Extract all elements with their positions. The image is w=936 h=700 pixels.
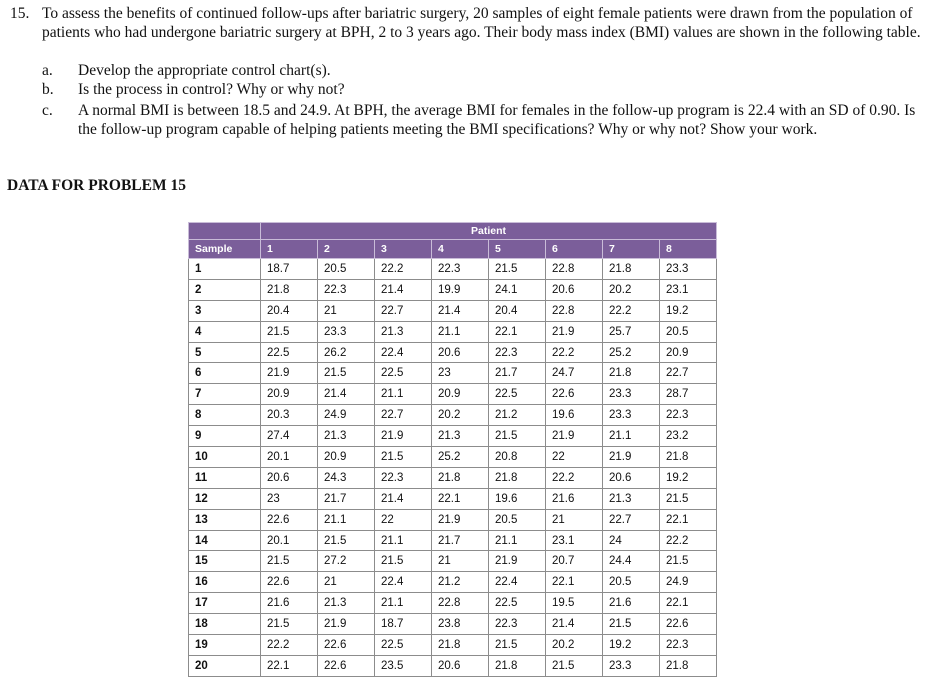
bmi-value-cell: 22.2 <box>261 635 318 656</box>
bmi-value-cell: 21.5 <box>261 614 318 635</box>
sample-number-cell: 19 <box>189 635 261 656</box>
bmi-value-cell: 21.6 <box>603 593 660 614</box>
bmi-value-cell: 21.8 <box>660 655 717 676</box>
bmi-value-cell: 21.4 <box>375 279 432 300</box>
bmi-value-cell: 22.6 <box>546 384 603 405</box>
bmi-value-cell: 21.4 <box>318 384 375 405</box>
bmi-value-cell: 21.5 <box>489 635 546 656</box>
bmi-value-cell: 22.2 <box>546 467 603 488</box>
table-row <box>189 384 717 405</box>
bmi-value-cell: 20.6 <box>603 467 660 488</box>
sample-number-cell: 11 <box>189 467 261 488</box>
bmi-value-cell: 21.2 <box>489 405 546 426</box>
bmi-value-cell: 21.8 <box>603 259 660 280</box>
part-text: Develop the appropriate control chart(s). <box>78 62 331 79</box>
bmi-value-cell: 22.5 <box>261 342 318 363</box>
bmi-value-cell: 22.5 <box>489 384 546 405</box>
bmi-value-cell: 22.6 <box>660 614 717 635</box>
patient-column-header: 1 <box>261 240 318 259</box>
part-letter: b. <box>42 81 54 98</box>
bmi-value-cell: 21.1 <box>603 426 660 447</box>
sample-number-cell: 10 <box>189 447 261 468</box>
bmi-value-cell: 21.5 <box>489 259 546 280</box>
bmi-value-cell: 21.8 <box>432 467 489 488</box>
bmi-value-cell: 22.2 <box>660 530 717 551</box>
bmi-value-cell: 22.7 <box>603 509 660 530</box>
bmi-value-cell: 22.8 <box>546 300 603 321</box>
table-row <box>189 405 717 426</box>
bmi-value-cell: 21.5 <box>660 488 717 509</box>
bmi-value-cell: 22.3 <box>660 405 717 426</box>
bmi-value-cell: 23.5 <box>375 655 432 676</box>
section-heading: DATA FOR PROBLEM 15 <box>7 177 186 194</box>
bmi-value-cell: 21.1 <box>375 593 432 614</box>
bmi-value-cell: 27.4 <box>261 426 318 447</box>
bmi-value-cell: 20.3 <box>261 405 318 426</box>
table-row <box>189 300 717 321</box>
bmi-value-cell: 23.8 <box>432 614 489 635</box>
bmi-value-cell: 19.6 <box>546 405 603 426</box>
bmi-value-cell: 20.7 <box>546 551 603 572</box>
table-row <box>189 342 717 363</box>
bmi-value-cell: 18.7 <box>375 614 432 635</box>
table-row <box>189 426 717 447</box>
bmi-value-cell: 23 <box>261 488 318 509</box>
patient-column-header: 7 <box>603 240 660 259</box>
bmi-value-cell: 23.3 <box>603 405 660 426</box>
bmi-value-cell: 22.5 <box>375 635 432 656</box>
bmi-value-cell: 22.7 <box>375 300 432 321</box>
bmi-value-cell: 22.4 <box>375 342 432 363</box>
bmi-value-cell: 21.8 <box>489 467 546 488</box>
bmi-value-cell: 19.5 <box>546 593 603 614</box>
bmi-value-cell: 20.6 <box>546 279 603 300</box>
bmi-value-cell: 21.5 <box>375 551 432 572</box>
bmi-value-cell: 21.3 <box>432 426 489 447</box>
bmi-value-cell: 22 <box>375 509 432 530</box>
sample-header: Sample <box>189 240 261 259</box>
bmi-value-cell: 21.6 <box>546 488 603 509</box>
part-text: Is the process in control? Why or why not? <box>78 81 345 98</box>
bmi-value-cell: 21.8 <box>660 447 717 468</box>
bmi-value-cell: 27.2 <box>318 551 375 572</box>
bmi-value-cell: 21.8 <box>261 279 318 300</box>
bmi-value-cell: 21.4 <box>375 488 432 509</box>
table-row <box>189 593 717 614</box>
table-row <box>189 321 717 342</box>
bmi-value-cell: 21.5 <box>603 614 660 635</box>
bmi-value-cell: 23 <box>432 363 489 384</box>
bmi-value-cell: 19.2 <box>660 300 717 321</box>
bmi-value-cell: 20.2 <box>603 279 660 300</box>
bmi-value-cell: 20.9 <box>318 447 375 468</box>
patient-group-header: Patient <box>261 223 717 240</box>
bmi-value-cell: 20.5 <box>660 321 717 342</box>
bmi-value-cell: 22.7 <box>375 405 432 426</box>
bmi-value-cell: 21.5 <box>660 551 717 572</box>
bmi-value-cell: 23.3 <box>603 384 660 405</box>
table-row <box>189 363 717 384</box>
sample-number-cell: 4 <box>189 321 261 342</box>
bmi-value-cell: 21.1 <box>375 384 432 405</box>
sample-number-cell: 13 <box>189 509 261 530</box>
bmi-value-cell: 25.7 <box>603 321 660 342</box>
bmi-value-cell: 22.3 <box>660 635 717 656</box>
bmi-value-cell: 21.9 <box>546 321 603 342</box>
bmi-value-cell: 20.1 <box>261 530 318 551</box>
bmi-value-cell: 20.8 <box>489 447 546 468</box>
bmi-value-cell: 21.8 <box>489 655 546 676</box>
part-letter: a. <box>42 62 53 79</box>
bmi-value-cell: 23.1 <box>546 530 603 551</box>
bmi-value-cell: 21.5 <box>261 551 318 572</box>
bmi-value-cell: 19.6 <box>489 488 546 509</box>
sample-number-cell: 16 <box>189 572 261 593</box>
bmi-value-cell: 21.2 <box>432 572 489 593</box>
bmi-value-cell: 21.8 <box>603 363 660 384</box>
sample-number-cell: 17 <box>189 593 261 614</box>
bmi-value-cell: 22.2 <box>375 259 432 280</box>
bmi-value-cell: 22.7 <box>660 363 717 384</box>
problem-statement <box>10 4 928 42</box>
patient-column-header: 5 <box>489 240 546 259</box>
bmi-value-cell: 22.6 <box>318 655 375 676</box>
bmi-value-cell: 24.1 <box>489 279 546 300</box>
sample-number-cell: 5 <box>189 342 261 363</box>
bmi-value-cell: 21.6 <box>261 593 318 614</box>
bmi-value-cell: 28.7 <box>660 384 717 405</box>
sample-number-cell: 3 <box>189 300 261 321</box>
patient-column-header: 2 <box>318 240 375 259</box>
bmi-value-cell: 21.9 <box>261 363 318 384</box>
patient-column-header: 4 <box>432 240 489 259</box>
bmi-value-cell: 21.8 <box>432 635 489 656</box>
bmi-value-cell: 23.3 <box>660 259 717 280</box>
bmi-value-cell: 20.4 <box>261 300 318 321</box>
bmi-value-cell: 21.3 <box>603 488 660 509</box>
bmi-value-cell: 21.7 <box>318 488 375 509</box>
bmi-value-cell: 24 <box>603 530 660 551</box>
bmi-value-cell: 22.1 <box>546 572 603 593</box>
bmi-value-cell: 19.9 <box>432 279 489 300</box>
table-row <box>189 551 717 572</box>
patient-column-header: 8 <box>660 240 717 259</box>
part-letter: c. <box>42 102 53 119</box>
part-text: A normal BMI is between 18.5 and 24.9. At BPH, the average BMI for females in the follow-up program is 22.4 with an SD of 0.90. Is the follow-up program capable of helping patients meeting the BMI specifications? Why or why not? Show your work. <box>78 102 916 138</box>
bmi-value-cell: 21.9 <box>432 509 489 530</box>
bmi-value-cell: 21.3 <box>318 426 375 447</box>
bmi-value-cell: 21.1 <box>318 509 375 530</box>
bmi-value-cell: 22.8 <box>546 259 603 280</box>
bmi-value-cell: 22.3 <box>375 467 432 488</box>
sample-number-cell: 6 <box>189 363 261 384</box>
table-row <box>189 447 717 468</box>
bmi-value-cell: 21.9 <box>546 426 603 447</box>
bmi-value-cell: 21 <box>432 551 489 572</box>
bmi-value-cell: 20.2 <box>546 635 603 656</box>
sample-number-cell: 2 <box>189 279 261 300</box>
header-blank <box>189 223 261 240</box>
table-row <box>189 259 717 280</box>
bmi-value-cell: 21 <box>318 300 375 321</box>
table-row <box>189 572 717 593</box>
bmi-value-cell: 22.6 <box>261 572 318 593</box>
bmi-value-cell: 21.5 <box>318 530 375 551</box>
bmi-value-cell: 22.4 <box>489 572 546 593</box>
bmi-value-cell: 24.3 <box>318 467 375 488</box>
sample-number-cell: 7 <box>189 384 261 405</box>
bmi-value-cell: 22 <box>546 447 603 468</box>
bmi-value-cell: 21.9 <box>375 426 432 447</box>
bmi-value-cell: 23.3 <box>318 321 375 342</box>
bmi-value-cell: 22.3 <box>489 614 546 635</box>
bmi-value-cell: 20.9 <box>660 342 717 363</box>
bmi-value-cell: 22.5 <box>375 363 432 384</box>
bmi-value-cell: 24.4 <box>603 551 660 572</box>
bmi-value-cell: 23.2 <box>660 426 717 447</box>
data-table <box>188 222 717 677</box>
bmi-value-cell: 21.7 <box>432 530 489 551</box>
bmi-value-cell: 24.9 <box>660 572 717 593</box>
bmi-value-cell: 18.7 <box>261 259 318 280</box>
table-row <box>189 467 717 488</box>
bmi-value-cell: 24.7 <box>546 363 603 384</box>
bmi-value-cell: 21.5 <box>318 363 375 384</box>
bmi-value-cell: 20.6 <box>261 467 318 488</box>
bmi-value-cell: 21.4 <box>546 614 603 635</box>
bmi-value-cell: 22.1 <box>660 509 717 530</box>
sample-number-cell: 15 <box>189 551 261 572</box>
bmi-value-cell: 22.6 <box>318 635 375 656</box>
sample-number-cell: 18 <box>189 614 261 635</box>
table-row <box>189 279 717 300</box>
table-row <box>189 509 717 530</box>
bmi-value-cell: 25.2 <box>432 447 489 468</box>
bmi-value-cell: 21.1 <box>432 321 489 342</box>
sample-number-cell: 1 <box>189 259 261 280</box>
bmi-value-cell: 21.9 <box>603 447 660 468</box>
bmi-value-cell: 21 <box>546 509 603 530</box>
bmi-value-cell: 20.2 <box>432 405 489 426</box>
bmi-value-cell: 23.1 <box>660 279 717 300</box>
bmi-value-cell: 22.1 <box>432 488 489 509</box>
bmi-value-cell: 21.3 <box>318 593 375 614</box>
problem-text: To assess the benefits of continued follow-ups after bariatric surgery, 20 samples of eight female patients were drawn from the population of patients who had undergone bariatric surgery at BPH, 2 to 3 years ago. Their body mass index (BMI) values are shown in the following table. <box>42 5 921 41</box>
bmi-value-cell: 20.4 <box>489 300 546 321</box>
bmi-value-cell: 19.2 <box>660 467 717 488</box>
bmi-value-cell: 20.5 <box>318 259 375 280</box>
bmi-value-cell: 25.2 <box>603 342 660 363</box>
bmi-value-cell: 21.5 <box>261 321 318 342</box>
bmi-value-cell: 22.8 <box>432 593 489 614</box>
sample-number-cell: 9 <box>189 426 261 447</box>
bmi-value-cell: 21.3 <box>375 321 432 342</box>
bmi-value-cell: 19.2 <box>603 635 660 656</box>
bmi-value-cell: 22.3 <box>489 342 546 363</box>
bmi-value-cell: 22.3 <box>432 259 489 280</box>
bmi-value-cell: 20.9 <box>432 384 489 405</box>
bmi-value-cell: 21.5 <box>546 655 603 676</box>
table-row <box>189 488 717 509</box>
bmi-value-cell: 22.2 <box>603 300 660 321</box>
problem-number: 15. <box>10 5 30 22</box>
bmi-value-cell: 22.5 <box>489 593 546 614</box>
bmi-value-cell: 20.9 <box>261 384 318 405</box>
bmi-value-cell: 21 <box>318 572 375 593</box>
bmi-value-cell: 22.1 <box>660 593 717 614</box>
table-row <box>189 530 717 551</box>
sample-number-cell: 14 <box>189 530 261 551</box>
patient-column-header: 3 <box>375 240 432 259</box>
bmi-value-cell: 21.1 <box>489 530 546 551</box>
bmi-value-cell: 20.5 <box>603 572 660 593</box>
bmi-value-cell: 21.1 <box>375 530 432 551</box>
bmi-value-cell: 22.4 <box>375 572 432 593</box>
bmi-value-cell: 20.6 <box>432 342 489 363</box>
table-row <box>189 655 717 676</box>
bmi-value-cell: 21.5 <box>489 426 546 447</box>
sample-number-cell: 8 <box>189 405 261 426</box>
table-row <box>189 635 717 656</box>
bmi-value-cell: 20.1 <box>261 447 318 468</box>
bmi-value-cell: 20.6 <box>432 655 489 676</box>
bmi-value-cell: 21.9 <box>318 614 375 635</box>
table-row <box>189 614 717 635</box>
bmi-value-cell: 23.3 <box>603 655 660 676</box>
sample-number-cell: 20 <box>189 655 261 676</box>
bmi-value-cell: 22.1 <box>489 321 546 342</box>
patient-column-header: 6 <box>546 240 603 259</box>
bmi-value-cell: 26.2 <box>318 342 375 363</box>
bmi-value-cell: 24.9 <box>318 405 375 426</box>
bmi-value-cell: 21.5 <box>375 447 432 468</box>
bmi-value-cell: 22.2 <box>546 342 603 363</box>
bmi-value-cell: 21.4 <box>432 300 489 321</box>
bmi-value-cell: 21.7 <box>489 363 546 384</box>
bmi-value-cell: 20.5 <box>489 509 546 530</box>
bmi-value-cell: 22.1 <box>261 655 318 676</box>
bmi-value-cell: 22.3 <box>318 279 375 300</box>
sample-number-cell: 12 <box>189 488 261 509</box>
bmi-value-cell: 21.9 <box>489 551 546 572</box>
bmi-value-cell: 22.6 <box>261 509 318 530</box>
